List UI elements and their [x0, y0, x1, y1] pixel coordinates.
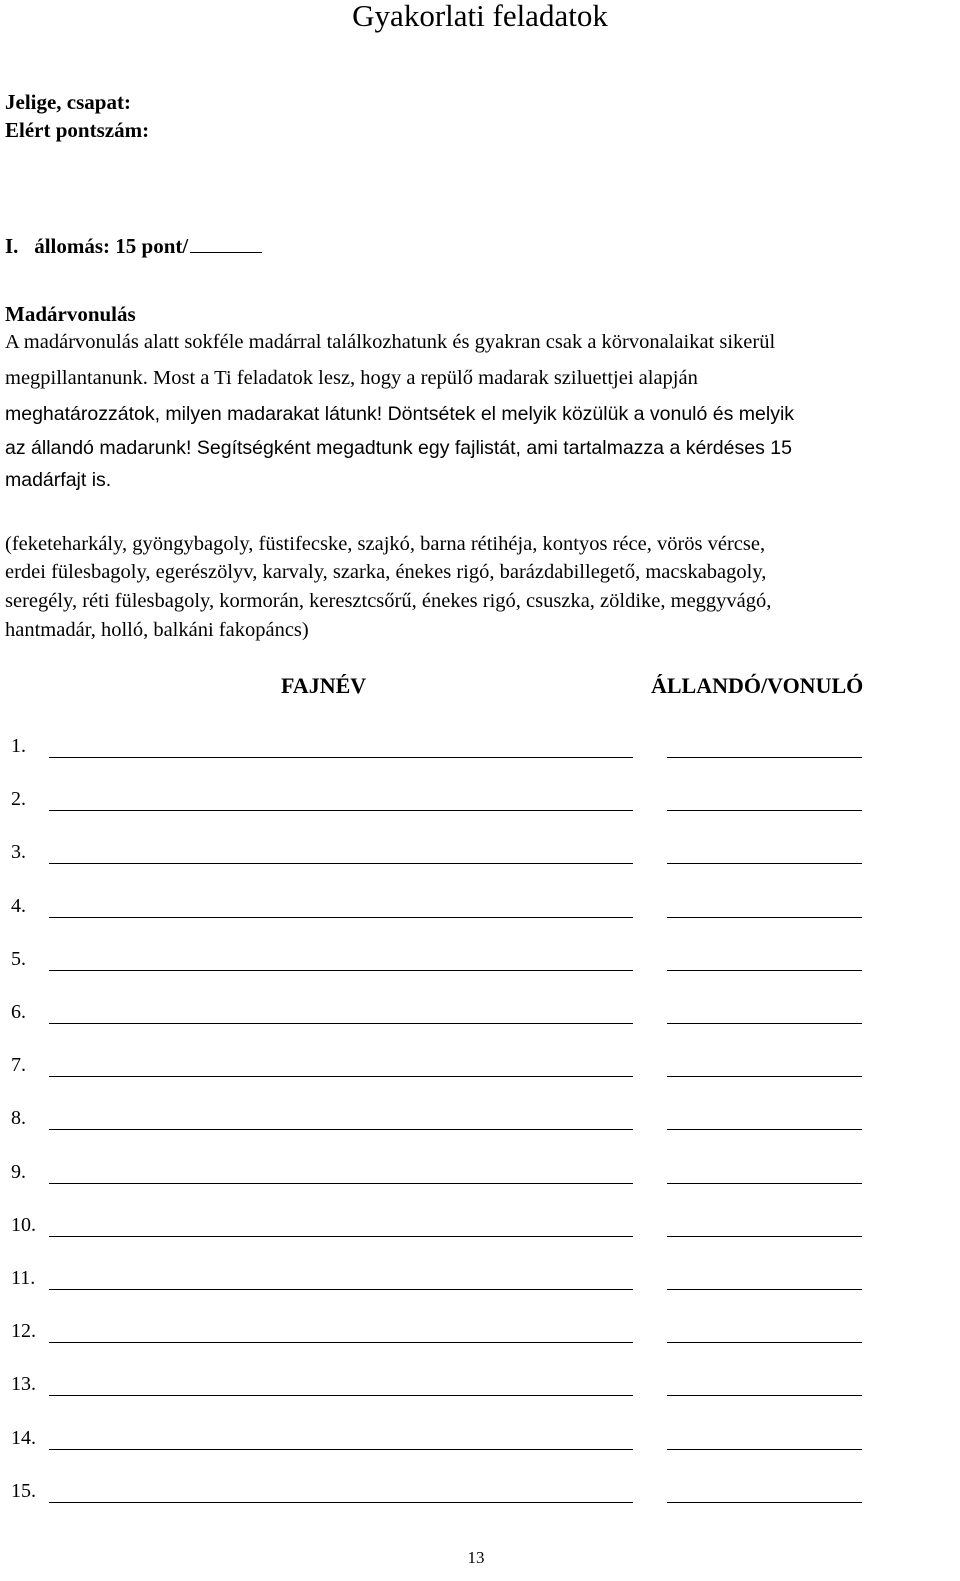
station-label: állomás: 15 pont/: [34, 234, 189, 258]
species-answer-line[interactable]: [49, 917, 633, 918]
description-line: az állandó madarunk! Segítségként megadtunk egy fajlistát, ami tartalmazza a kérdéses 15: [5, 437, 792, 459]
row-number: 2.: [11, 788, 26, 811]
status-answer-line[interactable]: [667, 1023, 862, 1024]
page-title: Gyakorlati feladatok: [352, 0, 608, 33]
answer-row: [0, 1052, 960, 1105]
status-answer-line[interactable]: [667, 1236, 862, 1237]
answer-row: [0, 733, 960, 786]
answer-row: [0, 1425, 960, 1478]
species-answer-line[interactable]: [49, 1076, 633, 1077]
station-heading: [5, 232, 262, 260]
row-number: 11.: [11, 1267, 36, 1289]
row-number: 15.: [11, 1479, 36, 1502]
species-answer-line[interactable]: [49, 1023, 633, 1024]
status-answer-line[interactable]: [667, 757, 862, 758]
status-answer-line[interactable]: [667, 1289, 862, 1290]
description-line: megpillantanunk. Most a Ti feladatok lesz, hogy a repülő madarak sziluettjei alapján: [5, 367, 698, 389]
row-number: 4.: [11, 894, 26, 917]
answer-row: [0, 1478, 960, 1531]
column-header-species: FAJNÉV: [281, 673, 367, 698]
answer-row: [0, 893, 960, 946]
row-number: 7.: [11, 1054, 26, 1077]
species-answer-line[interactable]: [49, 1183, 633, 1184]
answer-row: [0, 946, 960, 999]
score-label: Elért pontszám:: [5, 118, 150, 142]
status-answer-line[interactable]: [667, 1183, 862, 1184]
row-number: 13.: [11, 1373, 36, 1396]
status-answer-line[interactable]: [667, 863, 862, 864]
species-answer-line[interactable]: [49, 1342, 633, 1343]
status-answer-line[interactable]: [667, 1395, 862, 1396]
answer-row: [0, 1371, 960, 1424]
status-answer-line[interactable]: [667, 1129, 862, 1130]
row-number: 5.: [11, 947, 26, 970]
description-line: meghatározzátok, milyen madarakat látunk! Döntsétek el melyik közülük a vonuló és melyik: [5, 403, 795, 425]
status-answer-line[interactable]: [667, 970, 862, 971]
row-number: 9.: [11, 1160, 26, 1183]
description-line: A madárvonulás alatt sokféle madárral találkozhatunk és gyakran csak a körvonalaikat sikerül: [5, 331, 776, 353]
answer-row: [0, 839, 960, 892]
species-list-line: hantmadár, holló, balkáni fakopáncs): [5, 619, 309, 641]
species-answer-line[interactable]: [49, 863, 633, 864]
species-answer-line[interactable]: [49, 1395, 633, 1396]
answer-row: [0, 1212, 960, 1265]
station-numeral: I.: [5, 234, 19, 258]
species-list-line: (feketeharkály, gyöngybagoly, füstifecske, szajkó, barna rétihéja, kontyos réce, vörös vércse,: [5, 533, 766, 555]
row-number: 10.: [11, 1213, 36, 1236]
row-number: 12.: [11, 1320, 36, 1343]
species-answer-line[interactable]: [49, 1502, 633, 1503]
answer-row: [0, 786, 960, 839]
answer-row: [0, 999, 960, 1052]
row-number: 14.: [11, 1426, 36, 1449]
row-number: 3.: [11, 841, 26, 864]
page-number: 13: [467, 1548, 485, 1567]
answer-row: [0, 1318, 960, 1371]
species-answer-line[interactable]: [49, 810, 633, 811]
team-label: Jelige, csapat:: [5, 90, 131, 114]
species-list-line: erdei fülesbagoly, egerészölyv, karvaly, szarka, énekes rigó, barázdabillegető, macskabagoly,: [5, 561, 767, 583]
status-answer-line[interactable]: [667, 1502, 862, 1503]
status-answer-line[interactable]: [667, 1342, 862, 1343]
column-header-status: ÁLLANDÓ/VONULÓ: [651, 673, 864, 698]
row-number: 1.: [11, 735, 26, 757]
row-number: 8.: [11, 1107, 26, 1130]
status-answer-line[interactable]: [667, 917, 862, 918]
answer-row: [0, 1159, 960, 1212]
answer-row: [0, 1265, 960, 1318]
species-answer-line[interactable]: [49, 970, 633, 971]
description-line: madárfajt is.: [5, 469, 112, 491]
species-answer-line[interactable]: [49, 1129, 633, 1130]
species-answer-line[interactable]: [49, 757, 633, 758]
score-blank[interactable]: [190, 232, 262, 253]
species-answer-line[interactable]: [49, 1236, 633, 1237]
species-answer-line[interactable]: [49, 1449, 633, 1450]
species-list-line: seregély, réti fülesbagoly, kormorán, keresztcsőrű, énekes rigó, csuszka, zöldike, meggyvágó,: [5, 590, 772, 612]
status-answer-line[interactable]: [667, 1449, 862, 1450]
section-title: Madárvonulás: [5, 302, 136, 326]
species-answer-line[interactable]: [49, 1289, 633, 1290]
answer-row: [0, 1105, 960, 1158]
row-number: 6.: [11, 1001, 26, 1023]
status-answer-line[interactable]: [667, 1076, 862, 1077]
status-answer-line[interactable]: [667, 810, 862, 811]
